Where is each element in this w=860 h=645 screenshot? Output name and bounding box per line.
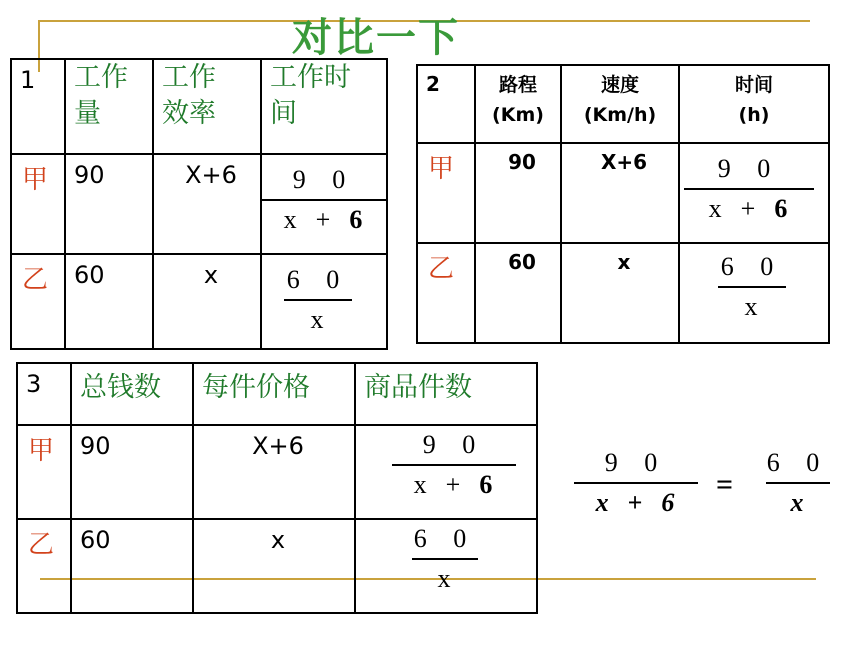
cell-count-fraction <box>355 519 537 613</box>
cell-quantity: 60 <box>65 254 153 349</box>
cell-distance: 60 <box>475 243 561 343</box>
fraction: 6 0 x <box>413 524 477 593</box>
header-time: 时间 (h) <box>679 65 829 143</box>
row-label-yi: 乙 <box>11 254 65 349</box>
header-unit-price: 每件价格 <box>193 363 355 425</box>
fraction: 6 0 x <box>284 265 352 335</box>
cell-distance: 90 <box>475 143 561 243</box>
table-work <box>10 58 388 350</box>
header-total-money: 总钱数 <box>71 363 193 425</box>
cell-price: X+6 <box>193 425 355 519</box>
cell-time-fraction <box>261 254 387 349</box>
row-label-jia: 甲 <box>17 425 71 519</box>
row-label-yi: 乙 <box>417 243 475 343</box>
header-work-time: 工作时 间 <box>261 59 387 154</box>
equation-left-fraction: 9 0 x + 6 <box>574 448 698 518</box>
fraction: 9 0 x + 6 <box>684 154 814 224</box>
cell-price: x <box>193 519 355 613</box>
page-title: 对比一下 <box>292 15 460 61</box>
table-number-cell: 3 <box>17 363 71 425</box>
row-label-jia: 甲 <box>11 154 65 254</box>
table-number-cell: 1 <box>11 59 65 154</box>
cell-total: 60 <box>71 519 193 613</box>
header-speed: 速度 (Km/h) <box>561 65 679 143</box>
fraction: 6 0 x <box>718 252 786 322</box>
equation-right-fraction: 6 0 x <box>766 448 830 517</box>
equals-sign: = <box>716 468 734 501</box>
header-work-amount: 工作 量 <box>65 59 153 154</box>
cell-time-fraction <box>261 154 387 254</box>
cell-time-fraction <box>679 143 829 243</box>
cell-speed: x <box>561 243 679 343</box>
row-label-jia: 甲 <box>417 143 475 243</box>
cell-time-fraction <box>679 243 829 343</box>
table-number-cell: 2 <box>417 65 475 143</box>
header-distance: 路程 (Km) <box>475 65 561 143</box>
fraction: 9 0 x + 6 <box>392 430 516 500</box>
cell-rate: x <box>153 254 261 349</box>
table-travel <box>416 64 830 344</box>
table-shopping <box>16 362 538 614</box>
header-item-count: 商品件数 <box>355 363 537 425</box>
header-work-rate: 工作 效率 <box>153 59 261 154</box>
row-label-yi: 乙 <box>17 519 71 613</box>
fraction: 9 0 x + 6 <box>262 165 386 235</box>
cell-count-fraction <box>355 425 537 519</box>
cell-rate: X+6 <box>153 154 261 254</box>
cell-quantity: 90 <box>65 154 153 254</box>
cell-total: 90 <box>71 425 193 519</box>
cell-speed: X+6 <box>561 143 679 243</box>
